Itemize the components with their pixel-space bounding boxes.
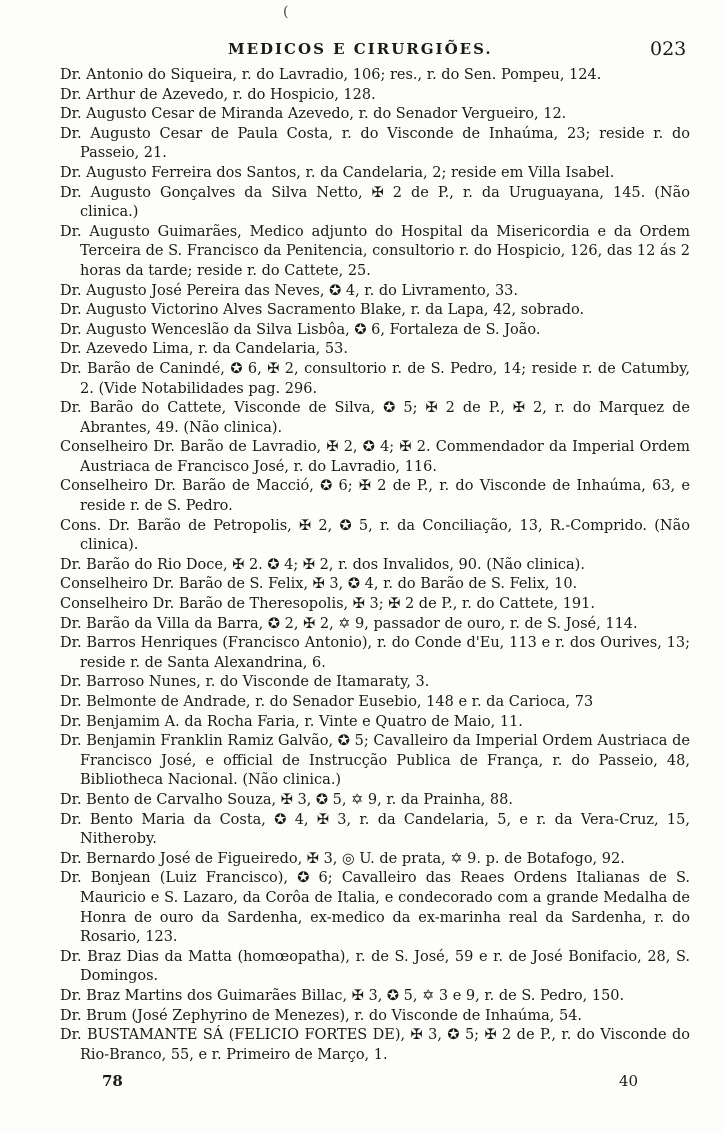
directory-entry: Dr. Bernardo José de Figueiredo, ✠ 3, ◎ U. de prata, ✡ 9. p. de Botafogo, 92. xyxy=(60,850,625,867)
directory-entry: Dr. Belmonte de Andrade, r. do Senador Eusebio, 148 e r. da Carioca, 73 xyxy=(60,694,594,710)
directory-entry: Conselheiro Dr. Barão de S. Felix, ✠ 3, ✪ 4, r. do Barão de S. Felix, 10. xyxy=(60,576,578,593)
signature-mark: 78 xyxy=(102,1072,123,1090)
page-footer xyxy=(0,1072,725,1096)
top-mark: ( xyxy=(283,4,289,20)
directory-entry: Dr. BUSTAMANTE SÁ (FELICIO FORTES DE), ✠ 3, ✪ 5; ✠ 2 de P., r. do Visconde do Rio-Branco, 55, e r. Primeiro de Março, 1. xyxy=(60,1027,690,1063)
directory-entry: Dr. Augusto Cesar de Paula Costa, r. do Visconde de Inhaúma, 23; reside r. do Passeio, 21. xyxy=(60,125,690,162)
footer-number: 40 xyxy=(619,1072,639,1090)
directory-entry: Cons. Dr. Barão de Petropolis, ✠ 2, ✪ 5, r. da Conciliação, 13, R.-Comprido. (Não clinica). xyxy=(60,517,690,554)
directory-entry: Dr. Braz Dias da Matta (homœopatha), r. de S. José, 59 e r. de José Bonifacio, 28, S. Domingos. xyxy=(60,948,690,985)
directory-entry: Dr. Arthur de Azevedo, r. do Hospicio, 128. xyxy=(60,86,376,103)
directory-entry: Dr. Benjamin Franklin Ramiz Galvão, ✪ 5; Cavalleiro da Imperial Ordem Austriaca de Francisco José, e official de Instrucção Publica de França, r. do Passeio, 48, Bibliotheca Nacional. (Não clinica.) xyxy=(60,733,690,789)
directory-entry: Dr. Benjamim A. da Rocha Faria, r. Vinte e Quatro de Maio, 11. xyxy=(60,713,523,730)
directory-list xyxy=(60,66,690,1065)
page-title: MEDICOS E CIRURGIÕES. xyxy=(228,40,493,58)
directory-entry: Dr. Bonjean (Luiz Francisco), ✪ 6; Cavalleiro das Reaes Ordens Italianas de S. Mauricio e S. Lazaro, da Corôa de Italia, e condecorado com a grande Medalha de Honra de ouro da Sardenha, ex-medico da ex-marinha real da Sardenha, r. do Rosario, 123. xyxy=(60,870,690,946)
directory-entry: Conselheiro Dr. Barão de Macció, ✪ 6; ✠ 2 de P., r. do Visconde de Inhaúma, 63, e reside r. de S. Pedro. xyxy=(60,478,690,515)
directory-entry: Dr. Augusto Cesar de Miranda Azevedo, r. do Senador Vergueiro, 12. xyxy=(60,106,567,123)
directory-entry: Dr. Bento de Carvalho Souza, ✠ 3, ✪ 5, ✡ 9, r. da Prainha, 88. xyxy=(60,791,513,808)
directory-entry: Dr. Barros Henriques (Francisco Antonio), r. do Conde d'Eu, 113 e r. dos Ourives, 13; reside r. de Santa Alexandrina, 6. xyxy=(60,635,690,671)
directory-entry: Dr. Augusto Victorino Alves Sacramento Blake, r. da Lapa, 42, sobrado. xyxy=(60,302,585,319)
directory-entry: Dr. Augusto Guimarães, Medico adjunto do Hospital da Misericordia e da Ordem Terceira de S. Francisco da Penitencia, consultorio r. do Hospicio, 126, das 12 ás 2 horas da tarde; reside r. do Cattete, 25. xyxy=(60,223,690,279)
page-number: 023 xyxy=(650,38,687,60)
directory-entry: Dr. Antonio do Siqueira, r. do Lavradio, 106; res., r. do Sen. Pompeu, 124. xyxy=(60,67,602,83)
directory-entry: Dr. Barão da Villa da Barra, ✪ 2, ✠ 2, ✡ 9, passador de ouro, r. de S. José, 114. xyxy=(60,615,638,632)
directory-entry: Conselheiro Dr. Barão de Lavradio, ✠ 2, ✪ 4; ✠ 2. Commendador da Imperial Ordem Austriaca de Francisco José, r. do Lavradio, 116. xyxy=(60,439,690,475)
directory-entry: Dr. Barão do Cattete, Visconde de Silva, ✪ 5; ✠ 2 de P., ✠ 2, r. do Marquez de Abrantes, 49. (Não clinica). xyxy=(60,400,690,436)
directory-entry: Dr. Augusto Gonçalves da Silva Netto, ✠ 2 de P., r. da Uruguayana, 145. (Não clinica.) xyxy=(60,184,690,221)
directory-entry: Dr. Augusto José Pereira das Neves, ✪ 4, r. do Livramento, 33. xyxy=(60,282,519,299)
directory-entry: Dr. Bento Maria da Costa, ✪ 4, ✠ 3, r. da Candelaria, 5, e r. da Vera-Cruz, 15, Nitheroby. xyxy=(60,811,690,848)
directory-entry: Dr. Augusto Wenceslão da Silva Lisbôa, ✪ 6, Fortaleza de S. João. xyxy=(60,321,541,338)
directory-entry: Dr. Braz Martins dos Guimarães Billac, ✠ 3, ✪ 5, ✡ 3 e 9, r. de S. Pedro, 150. xyxy=(60,987,625,1004)
page-header xyxy=(0,40,725,66)
directory-entry: Dr. Azevedo Lima, r. da Candelaria, 53. xyxy=(60,341,348,358)
directory-entry: Dr. Barroso Nunes, r. do Visconde de Itamaraty, 3. xyxy=(60,674,430,691)
directory-entry: Conselheiro Dr. Barão de Theresopolis, ✠ 3; ✠ 2 de P., r. do Cattete, 191. xyxy=(60,596,595,613)
directory-entry: Dr. Brum (José Zephyrino de Menezes), r. do Visconde de Inhaúma, 54. xyxy=(60,1007,583,1024)
directory-entry: Dr. Barão do Rio Doce, ✠ 2. ✪ 4; ✠ 2, r. dos Invalidos, 90. (Não clinica). xyxy=(60,556,585,573)
directory-entry: Dr. Augusto Ferreira dos Santos, r. da Candelaria, 2; reside em Villa Isabel. xyxy=(60,164,615,181)
directory-entry: Dr. Barão de Canindé, ✪ 6, ✠ 2, consultorio r. de S. Pedro, 14; reside r. de Catumby, 2. (Vide Notabilidades pag. 296. xyxy=(60,360,690,397)
